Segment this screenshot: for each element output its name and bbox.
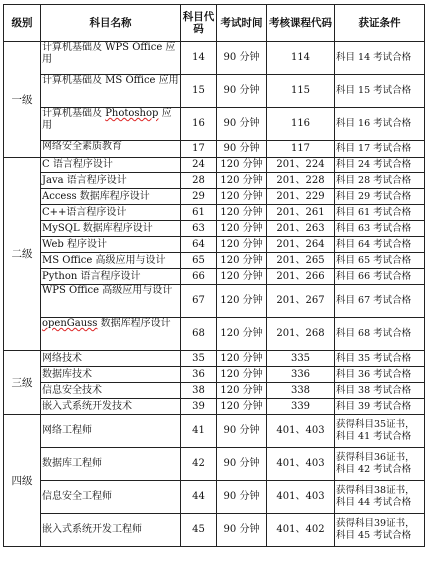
cert-condition: 科目 64 考试合格	[335, 237, 425, 253]
table-row	[4, 237, 425, 253]
course-code: 201、228	[267, 173, 335, 189]
table-row	[4, 205, 425, 221]
level-cell: 二级	[4, 158, 41, 351]
table-row	[4, 141, 425, 158]
cert-condition: 科目 28 考试合格	[335, 173, 425, 189]
table-row	[4, 318, 425, 351]
header-level: 级别	[4, 5, 41, 42]
table-row	[4, 285, 425, 318]
cert-condition: 科目 38 考试合格	[335, 383, 425, 399]
table-row	[4, 448, 425, 481]
course-code: 339	[267, 399, 335, 415]
cert-condition: 科目 65 考试合格	[335, 253, 425, 269]
table-row	[4, 383, 425, 399]
subject-code: 42	[181, 448, 217, 481]
course-code: 117	[267, 141, 335, 158]
course-code: 201、264	[267, 237, 335, 253]
exam-duration: 120 分钟	[217, 285, 267, 318]
subject-name: Web 程序设计	[41, 237, 181, 253]
cert-condition: 科目 16 考试合格	[335, 108, 425, 141]
subject-name: WPS Office 高级应用与设计	[41, 285, 181, 318]
subject-name: C 语言程序设计	[41, 158, 181, 173]
subject-name: Java 语言程序设计	[41, 173, 181, 189]
subject-code: 64	[181, 237, 217, 253]
cert-condition: 获得科目35证书，科目 41 考试合格	[335, 415, 425, 448]
subject-code: 45	[181, 514, 217, 547]
course-code: 201、266	[267, 269, 335, 285]
exam-duration: 120 分钟	[217, 269, 267, 285]
subject-name: 计算机基础及 WPS Office 应用	[41, 42, 181, 75]
table-row	[4, 351, 425, 367]
exam-duration: 90 分钟	[217, 514, 267, 547]
cert-condition: 科目 63 考试合格	[335, 221, 425, 237]
header-row	[4, 5, 425, 42]
subject-name: MS Office 高级应用与设计	[41, 253, 181, 269]
subject-code: 44	[181, 481, 217, 514]
header-condition: 获证条件	[335, 5, 425, 42]
course-code: 114	[267, 42, 335, 75]
level-cell: 三级	[4, 351, 41, 415]
exam-duration: 120 分钟	[217, 221, 267, 237]
exam-duration: 90 分钟	[217, 108, 267, 141]
exam-duration: 120 分钟	[217, 173, 267, 189]
exam-duration: 120 分钟	[217, 383, 267, 399]
cert-condition: 科目 67 考试合格	[335, 285, 425, 318]
spellcheck-word: openGauss	[42, 318, 98, 329]
course-code: 401、402	[267, 514, 335, 547]
course-code: 201、265	[267, 253, 335, 269]
exam-table-container	[3, 4, 425, 547]
course-code: 201、267	[267, 285, 335, 318]
table-row	[4, 269, 425, 285]
exam-duration: 120 分钟	[217, 399, 267, 415]
table-row	[4, 189, 425, 205]
course-code: 338	[267, 383, 335, 399]
cert-condition: 科目 35 考试合格	[335, 351, 425, 367]
cert-condition: 科目 15 考试合格	[335, 75, 425, 108]
exam-duration: 120 分钟	[217, 351, 267, 367]
course-code: 401、403	[267, 481, 335, 514]
level-cell: 四级	[4, 415, 41, 547]
subject-code: 63	[181, 221, 217, 237]
exam-duration: 120 分钟	[217, 367, 267, 383]
exam-duration: 90 分钟	[217, 481, 267, 514]
course-code: 201、261	[267, 205, 335, 221]
header-duration: 考试时间	[217, 5, 267, 42]
header-course-code: 考核课程代码	[267, 5, 335, 42]
cert-condition: 科目 68 考试合格	[335, 318, 425, 351]
cert-condition: 科目 24 考试合格	[335, 158, 425, 173]
subject-name: 嵌入式系统开发工程师	[41, 514, 181, 547]
cert-condition: 科目 29 考试合格	[335, 189, 425, 205]
header-subject: 科目名称	[41, 5, 181, 42]
subject-code: 35	[181, 351, 217, 367]
subject-name: 数据库工程师	[41, 448, 181, 481]
exam-duration: 120 分钟	[217, 253, 267, 269]
exam-duration: 120 分钟	[217, 318, 267, 351]
exam-duration: 120 分钟	[217, 189, 267, 205]
table-row	[4, 481, 425, 514]
subject-code: 41	[181, 415, 217, 448]
course-code: 401、403	[267, 448, 335, 481]
subject-code: 61	[181, 205, 217, 221]
exam-subjects-table	[3, 4, 425, 547]
cert-condition: 科目 39 考试合格	[335, 399, 425, 415]
exam-duration: 90 分钟	[217, 448, 267, 481]
subject-code: 15	[181, 75, 217, 108]
course-code: 201、268	[267, 318, 335, 351]
cert-condition: 获得科目36证书，科目 42 考试合格	[335, 448, 425, 481]
subject-name: 计算机基础及 MS Office 应用	[41, 75, 181, 108]
cert-condition: 科目 17 考试合格	[335, 141, 425, 158]
subject-code: 68	[181, 318, 217, 351]
level-cell: 一级	[4, 42, 41, 158]
subject-name: 网络安全素质教育	[41, 141, 181, 158]
subject-name: C++语言程序设计	[41, 205, 181, 221]
subject-name: 信息安全工程师	[41, 481, 181, 514]
subject-code: 36	[181, 367, 217, 383]
subject-name: 数据库技术	[41, 367, 181, 383]
subject-code: 28	[181, 173, 217, 189]
table-row	[4, 399, 425, 415]
subject-name: 计算机基础及 Photoshop 应用	[41, 108, 181, 141]
subject-code: 24	[181, 158, 217, 173]
subject-code: 67	[181, 285, 217, 318]
subject-code: 65	[181, 253, 217, 269]
exam-duration: 120 分钟	[217, 237, 267, 253]
course-code: 201、224	[267, 158, 335, 173]
cert-condition: 科目 36 考试合格	[335, 367, 425, 383]
subject-name: 网络技术	[41, 351, 181, 367]
course-code: 116	[267, 108, 335, 141]
table-row	[4, 514, 425, 547]
cert-condition: 科目 14 考试合格	[335, 42, 425, 75]
subject-code: 39	[181, 399, 217, 415]
exam-duration: 90 分钟	[217, 141, 267, 158]
table-row	[4, 367, 425, 383]
course-code: 401、403	[267, 415, 335, 448]
exam-duration: 90 分钟	[217, 75, 267, 108]
subject-name: Access 数据库程序设计	[41, 189, 181, 205]
course-code: 201、229	[267, 189, 335, 205]
table-row	[4, 173, 425, 189]
table-row	[4, 221, 425, 237]
table-row	[4, 158, 425, 173]
subject-name: 嵌入式系统开发技术	[41, 399, 181, 415]
cert-condition: 获得科目39证书，科目 45 考试合格	[335, 514, 425, 547]
subject-code: 14	[181, 42, 217, 75]
cert-condition: 科目 61 考试合格	[335, 205, 425, 221]
subject-code: 66	[181, 269, 217, 285]
spellcheck-word: Photoshop	[105, 108, 159, 119]
subject-name: 信息安全技术	[41, 383, 181, 399]
table-row	[4, 75, 425, 108]
subject-name: MySQL 数据库程序设计	[41, 221, 181, 237]
header-code: 科目代码	[181, 5, 217, 42]
exam-duration: 120 分钟	[217, 158, 267, 173]
cert-condition: 科目 66 考试合格	[335, 269, 425, 285]
course-code: 335	[267, 351, 335, 367]
table-row	[4, 415, 425, 448]
cert-condition: 获得科目38证书，科目 44 考试合格	[335, 481, 425, 514]
table-row	[4, 108, 425, 141]
exam-duration: 90 分钟	[217, 42, 267, 75]
subject-name: Python 语言程序设计	[41, 269, 181, 285]
exam-duration: 120 分钟	[217, 205, 267, 221]
course-code: 201、263	[267, 221, 335, 237]
course-code: 336	[267, 367, 335, 383]
course-code: 115	[267, 75, 335, 108]
exam-duration: 90 分钟	[217, 415, 267, 448]
subject-code: 38	[181, 383, 217, 399]
subject-name: openGauss 数据库程序设计	[41, 318, 181, 351]
subject-code: 29	[181, 189, 217, 205]
table-row	[4, 42, 425, 75]
subject-code: 17	[181, 141, 217, 158]
subject-name: 网络工程师	[41, 415, 181, 448]
subject-code: 16	[181, 108, 217, 141]
table-row	[4, 253, 425, 269]
